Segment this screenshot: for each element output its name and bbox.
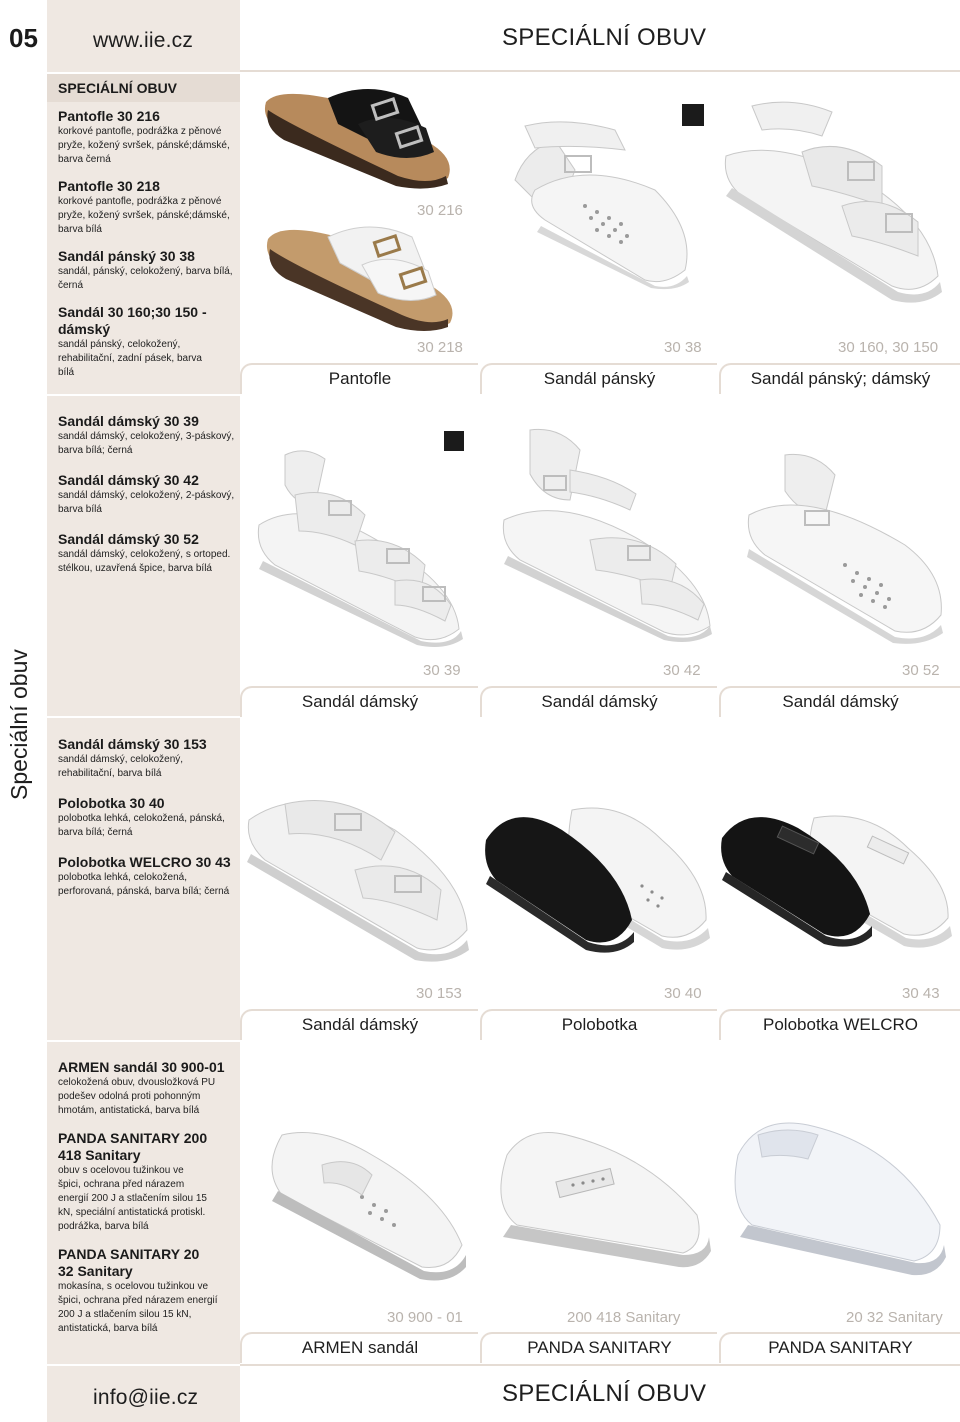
- product-desc: polobotka lehká, celokožená, perforovaná, pánská, barva bílá; černá: [58, 872, 230, 897]
- product-code: 30 42: [663, 662, 701, 679]
- category-tab-panda-sanitary[interactable]: [480, 1332, 717, 1363]
- tab-label: Polobotka: [561, 1015, 638, 1034]
- tab-label: Sandál dámský: [782, 692, 899, 711]
- category-tab-sandal-damsky[interactable]: [480, 686, 717, 717]
- product-title: Sandál 30 160;30 150 - dámský: [58, 304, 207, 337]
- tab-label: Sandál dámský: [301, 1015, 419, 1034]
- black-white-oxford-image: [482, 790, 712, 955]
- product-desc: sandál dámský, celokožený, rehabilitační, barva bílá: [58, 754, 184, 779]
- product-item: [58, 472, 238, 517]
- product-title: ARMEN sandál 30 900-01: [58, 1059, 225, 1075]
- product-code: 30 900 - 01: [387, 1309, 463, 1326]
- product-desc: obuv s ocelovou tužinkou ve špici, ochrana před nárazem energií 200 J a stlačením silou 15 kN, speciální antistatická protiskl. podrážka, barva bílá: [58, 1165, 207, 1232]
- product-desc: mokasína, s ocelovou tužinkou ve špici, ochrana před nárazem energií 200 J a stlačením silou 15 kN, antistatická, barva bílá: [58, 1281, 218, 1334]
- product-item: [58, 531, 238, 576]
- category-tab-sandal-damsky[interactable]: [240, 1009, 478, 1040]
- product-item: [58, 413, 238, 458]
- product-title: Sandál pánský 30 38: [58, 248, 195, 264]
- white-mens-sandal-image: [505, 110, 705, 290]
- category-title: SPECIÁLNÍ OBUV: [58, 80, 178, 96]
- product-item: [58, 248, 238, 293]
- white-rehab-sandal-image: [722, 96, 946, 306]
- category-tab-panda-sanitary[interactable]: [719, 1332, 960, 1363]
- tab-label: PANDA SANITARY: [768, 1338, 913, 1357]
- product-title: Pantofle 30 218: [58, 178, 160, 194]
- category-tab-sandal-pansky[interactable]: [480, 363, 717, 394]
- black-white-velcro-shoe-image: [718, 798, 953, 948]
- tab-label: ARMEN sandál: [301, 1338, 419, 1357]
- page-number: 05: [0, 0, 47, 72]
- product-desc: polobotka lehká, celokožená, pánská, barva bílá; černá: [58, 813, 225, 838]
- product-code: 30 52: [902, 662, 940, 679]
- product-code: 200 418 Sanitary: [567, 1309, 681, 1326]
- product-desc: sandál, pánský, celokožený, barva bílá, černá: [58, 266, 233, 291]
- black-cork-slipper-image: [258, 80, 458, 190]
- product-code: 30 43: [902, 985, 940, 1002]
- product-code: 30 160, 30 150: [838, 339, 939, 356]
- product-code: 30 38: [664, 339, 702, 356]
- product-desc: sandál dámský, celokožený, s ortoped. stélkou, uzavřená špice, barva bílá: [58, 549, 231, 574]
- tab-label: Sandál dámský: [301, 692, 419, 711]
- section-2-descriptions: [58, 413, 238, 587]
- white-cork-slipper-image: [262, 215, 462, 335]
- tab-label: Sandál pánský; dámský: [750, 369, 931, 388]
- category-tab-sandal-pansky-damsky[interactable]: [719, 363, 960, 394]
- product-code: 30 40: [664, 985, 702, 1002]
- product-item: [58, 1246, 218, 1336]
- product-code: 30 153: [416, 985, 462, 1002]
- tab-label: Sandál pánský: [543, 369, 656, 388]
- product-desc: celokožená obuv, dvousložková PU podešev odolná proti pohonným hmotám, antistatická, barva bílá: [58, 1077, 216, 1116]
- tab-label: Polobotka WELCRO: [763, 1015, 918, 1034]
- tab-label: Pantofle: [328, 369, 392, 388]
- product-item: [58, 108, 238, 167]
- product-title: Sandál dámský 30 42: [58, 472, 199, 488]
- category-tab-sandal-damsky[interactable]: [719, 686, 960, 717]
- product-title: Polobotka 30 40: [58, 795, 165, 811]
- product-desc: sandál pánský, celokožený, rehabilitační, zadní pásek, barva bílá: [58, 339, 202, 378]
- header-url[interactable]: www.iie.cz: [93, 29, 194, 52]
- product-item: [58, 795, 238, 840]
- product-code: 30 218: [417, 339, 463, 356]
- product-title: Sandál dámský 30 39: [58, 413, 199, 429]
- category-tab-polobotka-welcro[interactable]: [719, 1009, 960, 1040]
- white-panda-2032-moccasin-image: [728, 1115, 948, 1275]
- section-3-descriptions: [58, 736, 238, 910]
- product-title: Sandál dámský 30 153: [58, 736, 207, 752]
- white-3-strap-sandal-image: [255, 445, 465, 645]
- tab-label: PANDA SANITARY: [527, 1338, 672, 1357]
- page-title: SPECIÁLNÍ OBUV: [502, 24, 707, 51]
- footer-divider: [240, 1364, 960, 1366]
- product-title: PANDA SANITARY 20 32 Sanitary: [58, 1246, 200, 1279]
- white-rehab-sandal-153-image: [245, 780, 470, 960]
- color-marker-black: [444, 431, 464, 451]
- product-desc: korkové pantofle, podrážka z pěnové pryže, kožený svršek, pánské;dámské, barva bílá: [58, 196, 230, 235]
- category-title-bar: [47, 74, 240, 102]
- product-code: 30 39: [423, 662, 461, 679]
- header-divider: [240, 70, 960, 72]
- category-tab-polobotka[interactable]: [480, 1009, 717, 1040]
- product-code: 30 216: [417, 202, 463, 219]
- product-item: [58, 736, 238, 781]
- white-panda-200418-image: [487, 1125, 712, 1270]
- product-title: Pantofle 30 216: [58, 108, 160, 124]
- product-desc: sandál dámský, celokožený, 3-páskový, barva bílá; černá: [58, 431, 235, 456]
- category-tab-armen-sandal[interactable]: [240, 1332, 478, 1363]
- vertical-category-label: Speciální obuv: [6, 649, 32, 800]
- category-tab-pantofle[interactable]: [240, 363, 478, 394]
- section-4-descriptions: [58, 1059, 238, 1347]
- white-armen-sandal-image: [262, 1125, 467, 1285]
- product-item: [58, 304, 218, 380]
- product-title: Sandál dámský 30 52: [58, 531, 199, 547]
- tab-label: Sandál dámský: [541, 692, 658, 711]
- product-item: [58, 178, 238, 237]
- section-1-descriptions: [58, 108, 238, 391]
- product-desc: sandál dámský, celokožený, 2-páskový, barva bílá: [58, 490, 235, 515]
- product-title: Polobotka WELCRO 30 43: [58, 854, 231, 870]
- product-desc: korkové pantofle, podrážka z pěnové pryže, kožený svršek, pánské;dámské, barva černá: [58, 126, 230, 165]
- product-item: [58, 854, 238, 899]
- footer-title: SPECIÁLNÍ OBUV: [502, 1380, 707, 1407]
- product-item: [58, 1059, 228, 1118]
- footer-email[interactable]: info@iie.cz: [93, 1386, 199, 1409]
- white-closed-toe-sandal-image: [745, 455, 945, 645]
- white-2-strap-sandal-image: [500, 430, 715, 640]
- color-marker-black: [682, 104, 704, 126]
- product-title: PANDA SANITARY 200 418 Sanitary: [58, 1130, 208, 1163]
- product-code: 20 32 Sanitary: [846, 1309, 943, 1326]
- category-tab-sandal-damsky[interactable]: [240, 686, 478, 717]
- product-item: [58, 1130, 208, 1234]
